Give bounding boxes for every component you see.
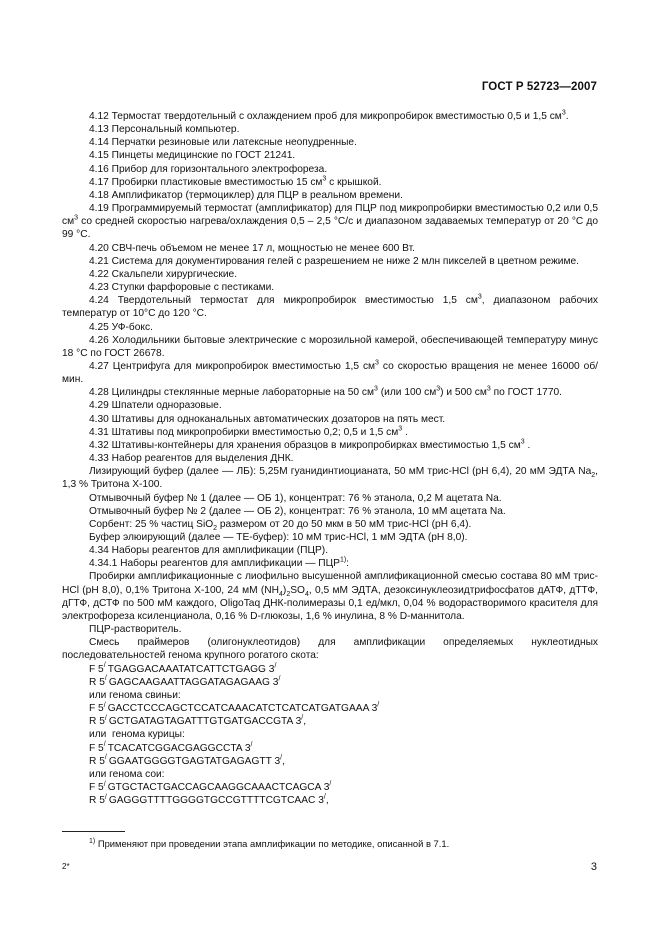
paragraph	[62, 399, 598, 412]
species-label: или генома курицы:	[89, 729, 185, 741]
nucleotide-sequence: GGAATGGGGTGAGTATGAGAGTT 3	[108, 755, 281, 767]
primer-sequence	[62, 715, 598, 728]
text-run: 4.33 Набор реагентов для выделения ДНК.	[89, 453, 294, 465]
text-run: 4.26 Холодильники бытовые электрические с морозильной камерой, обеспечивающей температуру минус 18 °С по ГОСТ 26678.	[62, 334, 598, 359]
paragraph	[62, 149, 598, 162]
text-run: 4.15 Пинцеты медицинские по ГОСТ 21241.	[89, 150, 296, 162]
paragraph	[62, 623, 598, 636]
prime-mark: /	[103, 741, 106, 749]
primer-sequence	[62, 702, 598, 715]
text-run: 4.17 Пробирки пластиковые вместимостью 15 см	[89, 176, 323, 188]
prime-mark: /	[103, 701, 106, 709]
prime-mark: /	[274, 662, 277, 670]
superscript: 3	[477, 293, 482, 301]
paragraph	[62, 439, 598, 452]
text-run: Пробирки амплификационные с лиофильно высушенной амплификационной смесью состава 80 мМ трис-HCl (рН 8,0), 0,1% Тритона Х-100, 24 мМ (NH	[62, 571, 598, 596]
text-run: 4.27 Центрифуга для микропробирок вместимостью 1,5 см	[89, 360, 376, 372]
paragraph	[62, 570, 598, 623]
nucleotide-sequence: GAGCAAGAATTAGGATAGAGAAG 3	[108, 676, 279, 688]
text-run: по ГОСТ 1770.	[490, 387, 563, 399]
nucleotide-sequence: TCACATCGGACGAGGCCTA 3	[107, 742, 251, 754]
paragraph	[62, 636, 598, 662]
paragraph	[62, 242, 598, 255]
text-run: ) и 500 см	[440, 387, 487, 399]
subscript: 2	[213, 524, 218, 532]
text-run: 4.21 Система для документирования гелей с разрешением не ниже 2 млн пикселей в цветном режиме.	[89, 255, 579, 267]
primer-direction: R 5	[89, 676, 105, 688]
text-run: Смесь праймеров (олигонуклеотидов) для амплификации определяемых нуклеотидных последовательностей генома крупного рогатого скота:	[62, 637, 598, 662]
paragraph	[62, 465, 598, 491]
text-run: Отмывочный буфер № 2 (далее — ОБ 2), концентрат: 76 % этанола, 10 мМ ацетата Na.	[89, 505, 506, 517]
nucleotide-sequence: GTGCTACTGACCAGCAAGGCAAACTCAGCA 3	[107, 781, 330, 793]
paragraph	[62, 176, 598, 189]
text-run: 4.34 Наборы реагентов для амплификации (ПЦР).	[89, 545, 329, 557]
text-run: :	[346, 558, 350, 570]
sequence-suffix: ,	[325, 795, 329, 807]
paragraph	[62, 334, 598, 360]
paragraph-list	[62, 110, 598, 663]
text-run: 4.16 Прибор для горизонтального электрофореза.	[89, 163, 328, 175]
primer-direction: F 5	[89, 742, 104, 754]
text-run: 4.12 Термостат твердотельный с охлаждением проб для микропробирок вместимостью 0,5 и 1,5 см	[89, 111, 562, 122]
text-run: 4.13 Персональный компьютер.	[89, 124, 240, 136]
subscript: 2	[591, 472, 596, 480]
paragraph	[62, 136, 598, 149]
prime-mark: /	[278, 675, 281, 683]
paragraph	[62, 202, 598, 241]
paragraph	[62, 518, 598, 531]
prime-mark: /	[280, 754, 283, 762]
superscript: 3	[398, 425, 403, 433]
paragraph	[62, 505, 598, 518]
nucleotide-sequence: GCTGATAGTAGATTTGTGATGACCGTA 3	[108, 716, 302, 728]
text-run: 4.28 Цилиндры стеклянные мерные лабораторные на 50 см	[89, 387, 375, 399]
text-run: , диапазоном рабочих температур от 10°С до 120 °С.	[62, 295, 598, 320]
text-run: 4.29 Шпатели одноразовые.	[89, 400, 222, 412]
page-number: 3	[590, 861, 597, 873]
superscript: 3	[322, 175, 327, 183]
text-run: размером от 20 до 50 мкм в 50 мМ трис-HCl (рН 6,4).	[217, 518, 472, 530]
prime-mark: /	[104, 754, 107, 762]
primer-sequence-list	[62, 663, 598, 808]
paragraph	[62, 492, 598, 505]
primer-sequence	[62, 676, 598, 689]
text-run: Отмывочный буфер № 1 (далее — ОБ 1), концентрат: 76 % этанола, 0,2 М ацетата Na.	[89, 492, 502, 504]
paragraph	[62, 281, 598, 294]
standard-header: ГОСТ Р 52723—2007	[481, 81, 597, 93]
paragraph	[62, 544, 598, 557]
superscript: 3	[561, 109, 566, 117]
footnote-text: Применяют при проведении этапа амплификации по методике, описанной в 7.1.	[95, 838, 450, 849]
paragraph	[62, 110, 598, 123]
text-run: SO	[290, 584, 305, 596]
text-run: Лизирующий буфер (далее –– ЛБ): 5,25М гуанидинтиоцианата, 50 мМ трис-HCl (рН 6,4), 20 мМ ЭДТА Na	[89, 466, 592, 478]
paragraph	[62, 321, 598, 334]
prime-mark: /	[377, 701, 380, 709]
species-label: или генома сои:	[89, 768, 165, 780]
paragraph	[62, 386, 598, 399]
paragraph	[62, 189, 598, 202]
prime-mark: /	[323, 793, 326, 801]
paragraph	[62, 360, 598, 386]
superscript: 3	[74, 214, 79, 222]
paragraph	[62, 268, 598, 281]
paragraph	[62, 452, 598, 465]
superscript: 1)	[339, 556, 347, 564]
sequence-suffix: ,	[303, 716, 307, 728]
subscript: 2	[286, 590, 291, 598]
text-run: , 0,5 мМ ЭДТА, дезоксинуклеозидтрифосфатов дАТФ, дТТФ, дГТФ, дСТФ по 500 мМ каждого, OligoTaq ДНК-полимеразы 0,1 ед/мкл, 0,04 % водорастворимого красителя для электрофореза ксиленцианола, 0,16 % D-глюкозы, 1,6 % инулина, 8 % D-маннитола.	[62, 584, 598, 622]
nucleotide-sequence: TGAGGACAAATATCATTCTGAGG 3	[107, 663, 275, 675]
footnote	[89, 838, 449, 849]
text-run: 4.14 Перчатки резиновые или латексные неопудренные.	[89, 137, 357, 149]
footer-signature-mark: 2*	[62, 862, 70, 871]
prime-mark: /	[103, 780, 106, 788]
subscript: 4	[304, 590, 309, 598]
primer-sequence	[62, 663, 598, 676]
paragraph	[62, 557, 598, 570]
text-run: Буфер элюирующий (далее — ТЕ-буфер): 10 мМ трис-HCl, 1 мМ ЭДТА (рН 8,0).	[89, 532, 468, 543]
primer-sequence	[62, 794, 598, 807]
document-body	[62, 110, 598, 807]
prime-mark: /	[104, 675, 107, 683]
text-run: 4.25 УФ-бокс.	[89, 321, 153, 333]
text-run: 4.20 СВЧ-печь объемом не менее 17 л, мощностью не менее 600 Вт.	[89, 242, 415, 254]
paragraph	[62, 123, 598, 136]
text-run: со скоростью вращения не менее 16000 об/мин.	[62, 360, 598, 386]
nucleotide-sequence: GACCTCCCAGCTCCATCAAACATCTCATCATGATGAAA 3	[107, 703, 378, 715]
primer-direction: R 5	[89, 716, 105, 728]
text-run: 4.22 Скальпели хирургические.	[89, 268, 238, 280]
superscript: 3	[374, 385, 378, 393]
text-run: 4.30 Штативы для одноканальных автоматических дозаторов на пять мест.	[89, 413, 446, 425]
species-label: или генома свиньи:	[89, 689, 181, 701]
text-run: (или 100 см	[377, 387, 437, 399]
subscript: 4	[279, 590, 283, 598]
primer-sequence	[62, 742, 598, 755]
paragraph	[62, 531, 598, 544]
primer-direction: F 5	[89, 663, 104, 675]
primer-direction: R 5	[89, 795, 105, 807]
text-run: .	[524, 439, 531, 451]
superscript: 3	[436, 385, 441, 393]
text-run: 4.31 Штативы под микропробирки вместимостью 0,2; 0,5 и 1,5 см	[89, 426, 399, 438]
text-run: .	[402, 426, 408, 438]
text-run: со средней скоростью нагрева/охлаждения 0,5 – 2,5 °С/с и диапазоном задаваемых температур от 20 °С до 99 °С.	[62, 216, 598, 241]
primer-sequence	[62, 755, 598, 768]
paragraph	[62, 255, 598, 268]
text-run: 4.19 Программируемый термостат (амплификатор) для ПЦР под микропробирки вместимостью 0,2 или 0,5 см	[62, 203, 598, 228]
paragraph	[62, 426, 598, 439]
paragraph	[62, 294, 598, 320]
superscript: 3	[375, 359, 379, 367]
sequence-suffix: ,	[282, 755, 285, 767]
text-run: )	[282, 584, 287, 596]
prime-mark: /	[301, 714, 304, 722]
primer-direction: R 5	[89, 755, 105, 767]
text-run: 4.34.1 Наборы реагентов для амплификации — ПЦР	[89, 558, 340, 570]
footnote-divider	[62, 831, 125, 832]
nucleotide-sequence: GAGGGTTTTGGGGTGCCGTTTTCGTCAAC 3	[108, 795, 324, 807]
paragraph	[62, 413, 598, 426]
primer-direction: F 5	[89, 703, 104, 715]
text-run: 4.23 Ступки фарфоровые с пестиками.	[89, 282, 275, 294]
text-run: , 1,3 % Тритона Х-100.	[62, 466, 598, 491]
text-run: 4.24 Твердотельный термостат для микропробирок вместимостью 1,5 см	[89, 295, 478, 307]
text-run: Сорбент: 25 % частиц SiO	[89, 518, 214, 530]
prime-mark: /	[250, 741, 253, 749]
prime-mark: /	[104, 793, 107, 801]
paragraph	[62, 163, 598, 176]
text-run: с крышкой.	[326, 176, 382, 188]
text-run: ПЦР-растворитель.	[89, 624, 182, 636]
primer-direction: F 5	[89, 781, 104, 793]
footnote-mark: 1)	[89, 837, 96, 845]
text-run: 4.18 Амплификатор (термоциклер) для ПЦР в реальном времени.	[89, 189, 403, 201]
prime-mark: /	[103, 662, 106, 670]
superscript: 3	[486, 385, 491, 393]
text-run: .	[565, 111, 569, 122]
prime-mark: /	[329, 780, 332, 788]
text-run: 4.32 Штативы-контейнеры для хранения образцов в микропробирках вместимостью 1,5 см	[89, 439, 521, 451]
primer-sequence	[62, 781, 598, 794]
prime-mark: /	[104, 714, 107, 722]
superscript: 3	[520, 438, 525, 446]
